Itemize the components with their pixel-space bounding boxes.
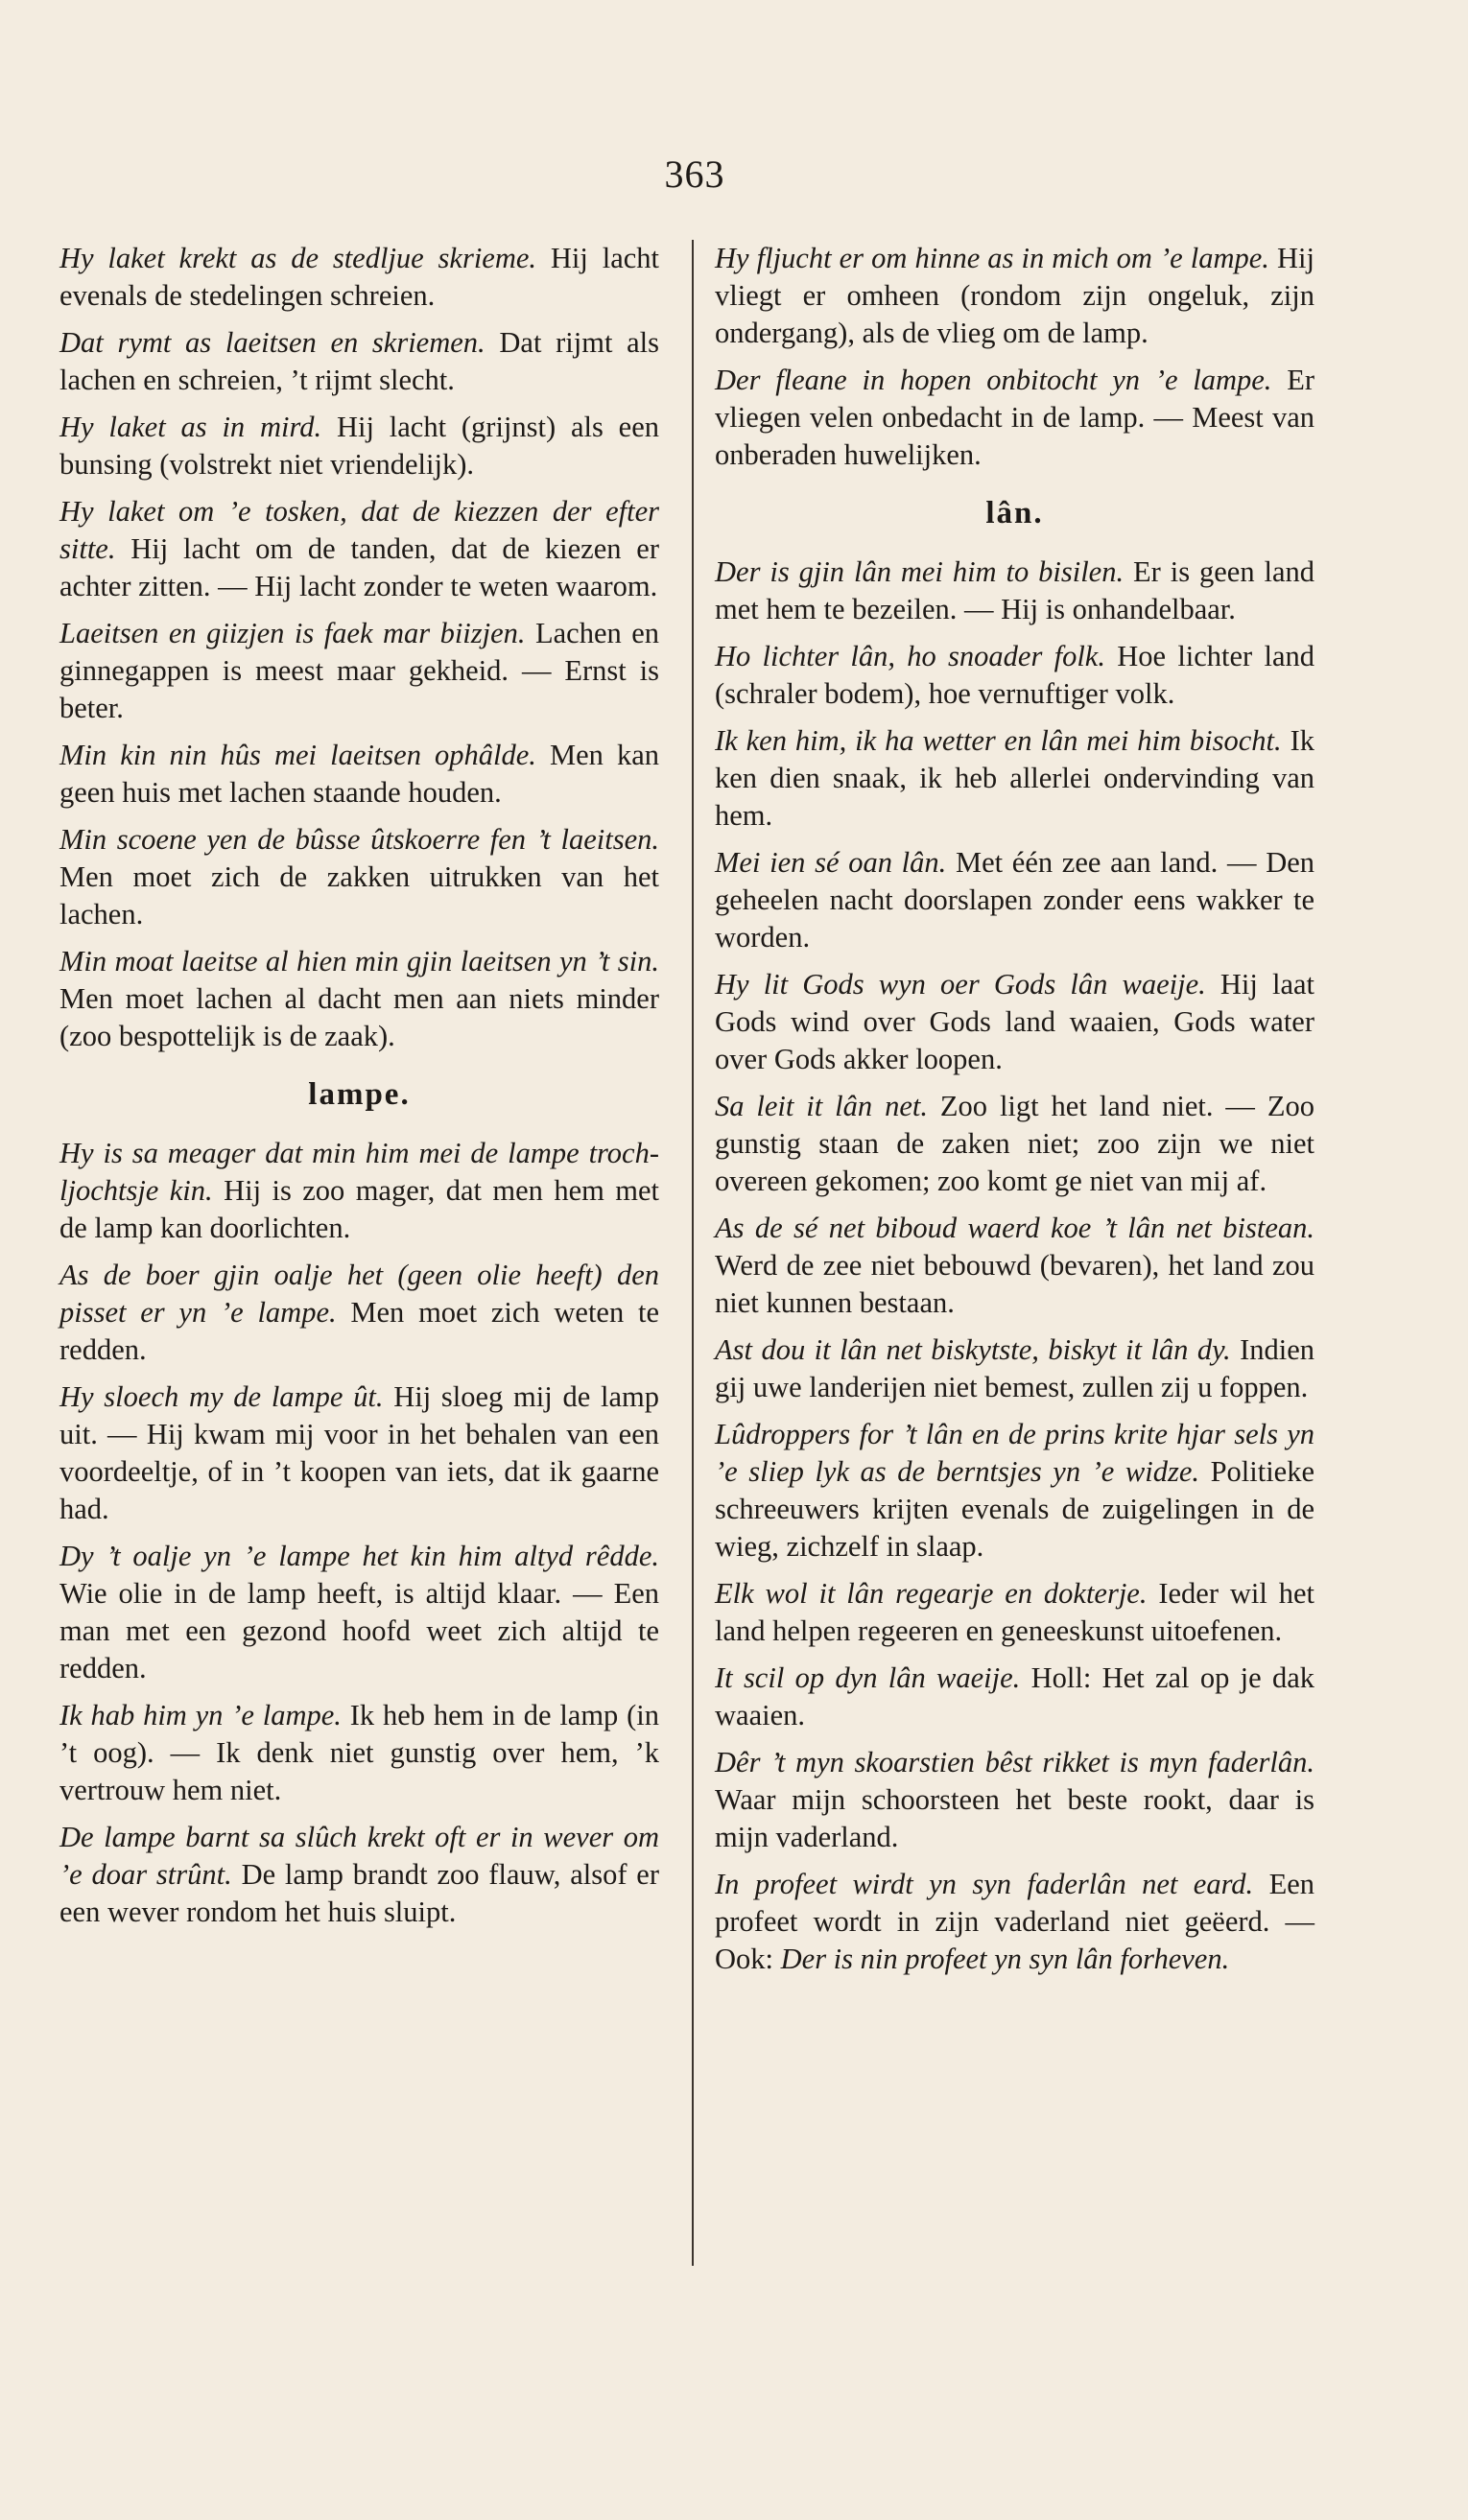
dutch-translation: Politieke schreeuwers krijten evenals de zuigelingen in de wieg, zichzelf in slaap. [715, 1455, 1315, 1563]
frisian-proverb: Hy is sa meager dat min him mei de lampe troch-ljochtsje kin. [59, 1137, 659, 1207]
frisian-proverb: Hy lit Gods wyn oer Gods lân waeije. [715, 968, 1206, 1001]
frisian-proverb: Hy laket as in mird. [59, 411, 322, 443]
proverb-entry [59, 615, 659, 727]
frisian-proverb: Lûdroppers for ’t lân en de prins krite hjar sels yn ’e sliep lyk as de berntsjes yn ’e widze. [715, 1418, 1314, 1488]
frisian-proverb: Ho lichter lân, ho snoader folk. [715, 640, 1105, 672]
page-number: 363 [664, 153, 725, 196]
dutch-translation: Werd de zee niet bebouwd (bevaren), het land zou niet kunnen bestaan. [715, 1249, 1314, 1319]
proverb-entry [715, 1331, 1314, 1406]
frisian-proverb: In profeet wirdt yn syn faderlân net eard. [715, 1868, 1254, 1900]
dutch-translation: Er vliegen velen onbedacht in de lamp. — Meest van onberaden huwelijken. [715, 364, 1314, 471]
proverb-entry [715, 1866, 1314, 1978]
proverb-entry [715, 1575, 1314, 1650]
frisian-proverb: Ik hab him yn ’e lampe. [59, 1699, 342, 1731]
frisian-proverb: Hy laket krekt as de stedljue skrieme. [59, 242, 537, 274]
dutch-translation: Lachen en ginnegappen is meest maar gekheid. — Ernst is beter. [59, 617, 659, 724]
dutch-translation: Hij is zoo mager, dat men hem met de lamp kan doorlichten. [59, 1174, 660, 1244]
dutch-translation: Hij vliegt er omheen (rondom zijn ongeluk, zijn ondergang), als de vlieg om de lamp. [715, 242, 1314, 349]
dutch-translation: Hij lacht om de tanden, dat de kiezen er achter zitten. — Hij lacht zonder te weten waarom. [59, 532, 659, 602]
proverb-entry [715, 966, 1314, 1078]
dutch-translation: Men moet zich weten te redden. [59, 1296, 660, 1366]
dutch-translation: Men moet zich de zakken uitrukken van het lachen. [59, 860, 659, 930]
frisian-proverb: Ast dou it lân net biskytste, biskyt it lân dy. [715, 1333, 1231, 1366]
proverb-entry [59, 943, 659, 1055]
left-column [59, 240, 659, 1941]
right-column [715, 240, 1314, 1988]
dutch-translation: Zoo ligt het land niet. — Zoo gunstig staan de zaken niet; zoo zijn we niet overeen gekomen; zoo komt ge niet van mij af. [715, 1090, 1314, 1197]
proverb-entry [715, 722, 1314, 835]
section-heading-lampe: lampe. [308, 1077, 411, 1112]
dutch-translation: Indien gij uwe landerijen niet bemest, zullen zij u foppen. [715, 1333, 1315, 1403]
frisian-proverb: De lampe barnt sa slûch krekt oft er in wever om ’e doar strûnt. [59, 1821, 659, 1891]
frisian-proverb: Dat rymt as laeitsen en skriemen. [59, 326, 485, 359]
dutch-translation: Ik ken dien snaak, ik heb allerlei ondervinding van hem. [715, 724, 1315, 832]
frisian-proverb: Der fleane in hopen onbitocht yn ’e lampe. [715, 364, 1272, 396]
dutch-translation: De lamp brandt zoo flauw, alsof er een wever rondom het huis sluipt. [59, 1858, 660, 1928]
proverb-entry [59, 737, 659, 812]
proverb-entry [715, 1210, 1314, 1322]
frisian-proverb: Der is gjin lân mei him to bisilen. [715, 555, 1125, 588]
proverb-entry [59, 240, 659, 315]
frisian-proverb: Hy sloech my de lampe ût. [59, 1380, 384, 1413]
frisian-proverb: It scil op dyn lân waeije. [715, 1661, 1021, 1694]
dutch-translation: Hoe lichter land (schraler bodem), hoe vernuftiger volk. [715, 640, 1314, 710]
proverb-entry [715, 1416, 1314, 1566]
proverb-entry [59, 324, 659, 399]
proverb-entry [59, 409, 659, 483]
dutch-translation: Hij sloeg mij de lamp uit. — Hij kwam mij voor in het behalen van een voordeeltje, of in ’t koopen van iets, dat ik gaarne had. [59, 1380, 659, 1525]
dutch-translation: Ieder wil het land helpen regeeren en geneeskunst uitoefenen. [715, 1577, 1315, 1647]
frisian-proverb: Dêr ’t myn skoarstien bêst rikket is myn faderlân. [715, 1746, 1314, 1778]
frisian-proverb: Hy fljucht er om hinne as in mich om ’e lampe. [715, 242, 1269, 274]
dutch-translation: Waar mijn schoorsteen het beste rookt, daar is mijn vaderland. [715, 1783, 1314, 1853]
proverb-entry [59, 1697, 659, 1809]
proverb-entry [59, 1819, 659, 1931]
proverb-entry [715, 1088, 1314, 1200]
frisian-proverb: Sa leit it lân net. [715, 1090, 928, 1122]
dutch-translation: Met één zee aan land. — Den geheelen nacht doorslapen zonder eens wakker te worden. [715, 846, 1315, 954]
proverb-entry [715, 844, 1314, 956]
dutch-translation: Dat rijmt als lachen en schreien, ’t rijmt slecht. [59, 326, 659, 396]
dutch-translation: Men kan geen huis met lachen staande houden. [59, 739, 660, 809]
proverb-entry [715, 553, 1314, 628]
frisian-proverb: Dy ’t oalje yn ’e lampe het kin him altyd rêdde. [59, 1540, 659, 1572]
proverb-entry [59, 1538, 659, 1687]
frisian-proverb: As de boer gjin oalje het (geen olie heeft) den pisset er yn ’e lampe. [59, 1259, 659, 1329]
dutch-translation: Een profeet wordt in zijn vaderland niet geëerd. — Ook: [715, 1868, 1315, 1975]
frisian-proverb: Min scoene yen de bûsse ûtskoerre fen ’t laeitsen. [59, 823, 659, 856]
dutch-translation: Men moet lachen al dacht men aan niets minder (zoo bespottelijk is de zaak). [59, 982, 659, 1052]
proverb-entry [59, 1135, 659, 1247]
dutch-translation: Wie olie in de lamp heeft, is altijd klaar. — Een man met een gezond hoofd weet zich altijd te redden. [59, 1577, 659, 1684]
dutch-translation: Holl: Het zal op je dak waaien. [715, 1661, 1314, 1731]
proverb-entry [715, 1660, 1314, 1734]
dutch-translation: Er is geen land met hem te bezeilen. — Hij is onhandelbaar. [715, 555, 1315, 625]
section-heading-lan: lân. [985, 496, 1044, 530]
proverb-entry [59, 821, 659, 933]
frisian-proverb: Min moat laeitse al hien min gjin laeitsen yn ’t sin. [59, 945, 659, 977]
proverb-entry [59, 1378, 659, 1528]
frisian-proverb: Mei ien sé oan lân. [715, 846, 947, 879]
frisian-proverb: Laeitsen en giizjen is faek mar biizjen. [59, 617, 526, 649]
proverb-entry [715, 1744, 1314, 1856]
dutch-translation: Hij lacht evenals de stedelingen schreien. [59, 242, 659, 312]
proverb-entry [59, 493, 659, 605]
frisian-proverb-variant: Der is nin profeet yn syn lân forheven. [780, 1943, 1230, 1975]
proverb-entry [715, 638, 1314, 713]
frisian-proverb: As de sé net biboud waerd koe ’t lân net bistean. [715, 1212, 1314, 1244]
dutch-translation: Ik heb hem in de lamp (in ’t oog). — Ik denk niet gunstig over hem, ’k vertrouw hem niet. [59, 1699, 660, 1806]
frisian-proverb: Min kin nin hûs mei laeitsen ophâlde. [59, 739, 536, 771]
frisian-proverb: Ik ken him, ik ha wetter en lân mei him bisocht. [715, 724, 1282, 757]
frisian-proverb: Elk wol it lân regearje en dokterje. [715, 1577, 1148, 1610]
dutch-translation: Hij laat Gods wind over Gods land waaien, Gods water over Gods akker loopen. [715, 968, 1315, 1075]
dutch-translation: Hij lacht (grijnst) als een bunsing (volstrekt niet vriendelijk). [59, 411, 660, 481]
frisian-proverb: Hy laket om ’e tosken, dat de kiezzen der efter sitte. [59, 495, 659, 565]
column-divider [692, 240, 694, 2266]
proverb-entry [59, 1257, 659, 1369]
proverb-entry [715, 362, 1314, 474]
proverb-entry [715, 240, 1314, 352]
